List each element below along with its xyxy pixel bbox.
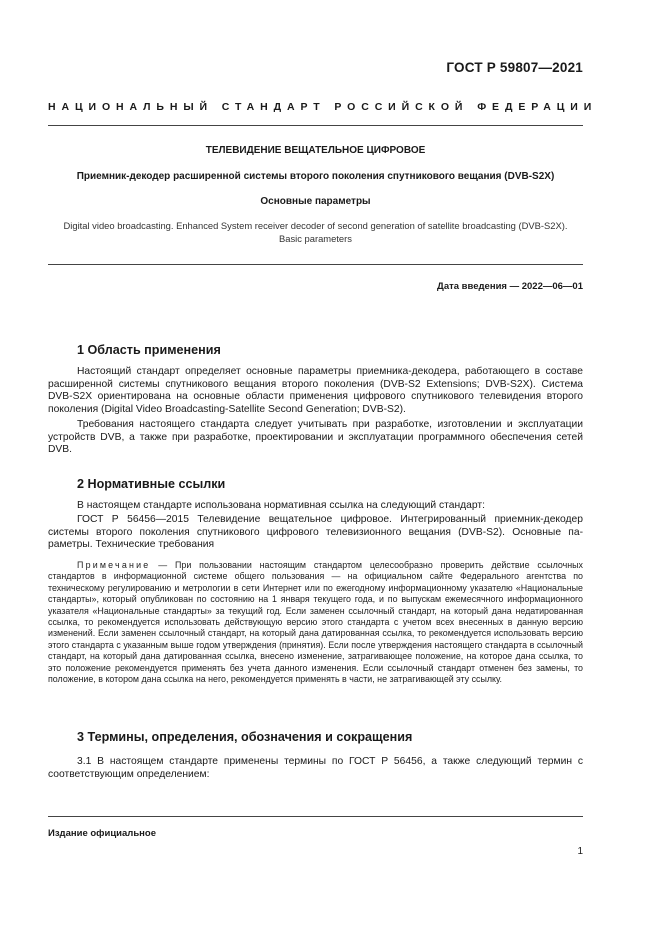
official-edition-label: Издание официальное [48, 828, 156, 839]
note-text: — При пользовании настоящим стандартом целесообразно проверить действие ссылочных стандартов в информационной системе общего пользования — на официальном сайте Федерального агентства по техническому регулированию и метрологии в сети Интернет или по ежегодному информационному указателю «Национальные стандарты», который опубликован по состоянию на 1 января текущего года, и по выпускам ежемесячного информационного указателя «Национальные стандарты» за текущий год. Если заменен ссылочный стандарт, на который дана недатированная ссылка, то рекомендуется использовать действующую версию этого стандарта с учетом всех внесенных в данную версию изменений. Если заменен ссылочный стандарт, на который дана датированная ссылка, то рекомендуется использовать версию этого стандарта с указанным выше годом утверждения (принятия). Если после утверждения настоящего стандарта в ссылочный стандарт, на который дана датированная ссылка, внесено изменение, затрагивающее положение, на которое дана ссылка, то это положение рекомендуется применять без учета данного изменения. Если ссылочный стандарт отменен без замены, то положение, в котором дана ссылка на него, рекомендуется применять в части, не затрагивающей эту ссылку. [48, 560, 583, 685]
title-rule [48, 264, 583, 265]
title-basic-parameters: Основные параметры [260, 196, 371, 207]
header-rule [48, 125, 583, 126]
standard-code: ГОСТ Р 59807—2021 [446, 60, 583, 75]
section-1-paragraph-2: Требования настоящего стандарта следует учитывать при разработке, изготовлении и эксплуатации устройств DVB, а также при разработке, проектировании и эксплуатации программного обеспечения сетей DVB. [48, 419, 583, 456]
section-3-heading: 3 Термины, определения, обозначения и сокращения [77, 730, 413, 744]
section-2-note [48, 560, 583, 685]
footer-rule [48, 816, 583, 817]
page-number: 1 [577, 846, 583, 857]
note-label: Примечание [77, 560, 151, 570]
section-2-heading: 2 Нормативные ссылки [77, 477, 226, 491]
title-subtitle: Приемник-декодер расширенной системы второго поколения спутникового вещания (DVB-S2X) [76, 171, 555, 182]
national-standard-caption: НАЦИОНАЛЬНЫЙ СТАНДАРТ РОССИЙСКОЙ ФЕДЕРАЦИИ [48, 101, 598, 113]
section-1-paragraph-1: Настоящий стандарт определяет основные параметры приемника-декодера, работающего в составе расширенной системы спутникового вещания второго поколения (DVB-S2 Extensions; DVB-S2X). Система DVB-S2X ориентирована на основные области применения цифрового спутникового телевидения второго поколения (Digital Video Broadcasting-Satellite Second Generation; DVB-S2). [48, 366, 583, 415]
section-2-reference: ГОСТ Р 56456—2015 Телевидение вещательное цифровое. Интегрированный приемник-декодер системы второго поколения спутникового цифрового телевизионного вещания (DVB-S2). Основные параметры. Технические требования [48, 514, 583, 551]
section-1-heading: 1 Область применения [77, 343, 221, 357]
section-2-paragraph-1: В настоящем стандарте использована нормативная ссылка на следующий стандарт: [77, 500, 485, 511]
title-main: ТЕЛЕВИДЕНИЕ ВЕЩАТЕЛЬНОЕ ЦИФРОВОЕ [205, 145, 426, 156]
effective-date: Дата введения — 2022—06—01 [437, 281, 583, 292]
section-3-paragraph-1: 3.1 В настоящем стандарте применены термины по ГОСТ Р 56456, а также следующий термин с соответствующим определением: [48, 756, 583, 780]
title-english: Digital video broadcasting. Enhanced System receiver decoder of second generation of satellite broadcasting (DVB-S2X). Basic parameters [63, 220, 568, 244]
